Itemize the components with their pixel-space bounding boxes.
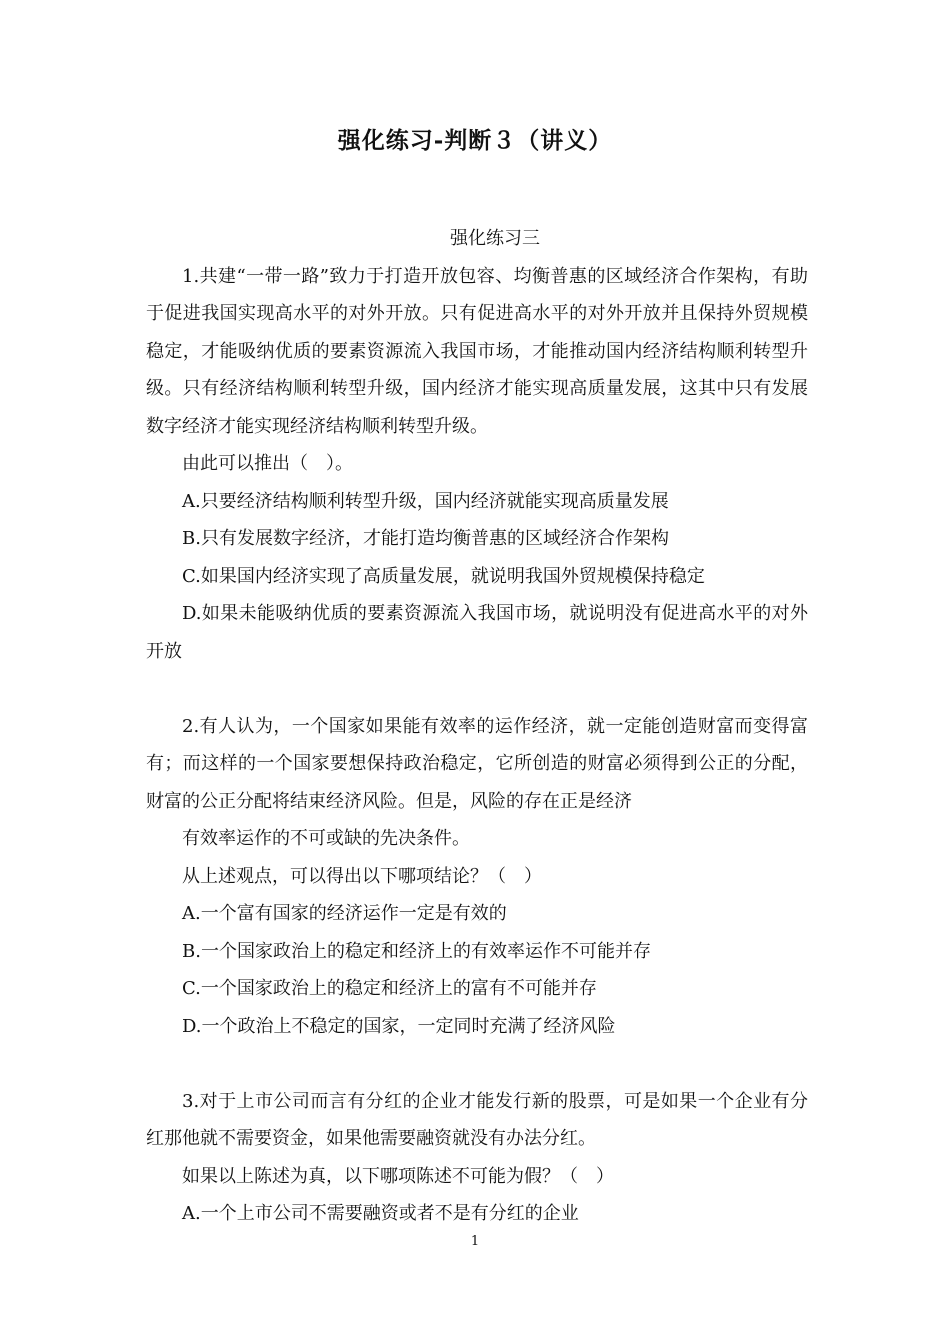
question-3-stem: 3.对于上市公司而言有分红的企业才能发行新的股票，可是如果一个企业有分红那他就不需要资金，如果他需要融资就没有办法分红。 [146,1090,808,1149]
paragraph-gap [146,1045,808,1083]
question-1-option-b: B.只有发展数字经济，才能打造均衡普惠的区域经济合作架构 [182,528,669,549]
question-1 [146,258,808,671]
question-2-prompt: 从上述观点，可以得出以下哪项结论？（ ） [182,865,542,887]
question-2-stem: 2.有人认为，一个国家如果能有效率的运作经济，就一定能创造财富而变得富有；而这样的一个国家要想保持政治稳定，它所创造的财富必须得到公正的分配，财富的公正分配将结束经济风险。但是，风险的存在正是经济 [146,715,808,812]
document-title: 强化练习-判断３（讲义） [337,127,613,154]
section-title: 强化练习三 [450,228,540,249]
question-1-option-d: D.如果未能吸纳优质的要素资源流入我国市场，就说明没有促进高水平的对外开放 [146,603,808,662]
page-number: 1 [470,1234,480,1249]
question-2-stem-continued: 有效率运作的不可或缺的先决条件。 [182,828,470,849]
question-3-prompt: 如果以上陈述为真，以下哪项陈述不可能为假？（ ） [182,1165,614,1187]
question-2-option-d: D.一个政治上不稳定的国家，一定同时充满了经济风险 [182,1015,616,1037]
question-1-option-a: A.只要经济结构顺利转型升级，国内经济就能实现高质量发展 [182,490,669,512]
question-2-option-b: B.一个国家政治上的稳定和经济上的有效率运作不可能并存 [182,940,651,962]
question-2 [146,708,808,1046]
question-3 [146,1083,808,1233]
question-2-option-c: C.一个国家政治上的稳定和经济上的富有不可能并存 [182,978,597,999]
question-3-option-a: A.一个上市公司不需要融资或者不是有分红的企业 [182,1203,579,1224]
question-1-stem: 1.共建“一带一路”致力于打造开放包容、均衡普惠的区域经济合作架构，有助于促进我国实现高水平的对外开放。只有促进高水平的对外开放并且保持外贸规模稳定，才能吸纳优质的要素资源流入我国市场，才能推动国内经济结构顺利转型升级。只有经济结构顺利转型升级，国内经济才能实现高质量发展，这其中只有发展数字经济才能实现经济结构顺利转型升级。 [146,265,808,437]
document-body [146,220,808,1233]
paragraph-gap [146,670,808,708]
question-1-option-c: C.如果国内经济实现了高质量发展，就说明我国外贸规模保持稳定 [182,565,705,587]
question-2-option-a: A.一个富有国家的经济运作一定是有效的 [182,903,507,924]
question-1-prompt: 由此可以推出（ ）。 [182,453,353,474]
